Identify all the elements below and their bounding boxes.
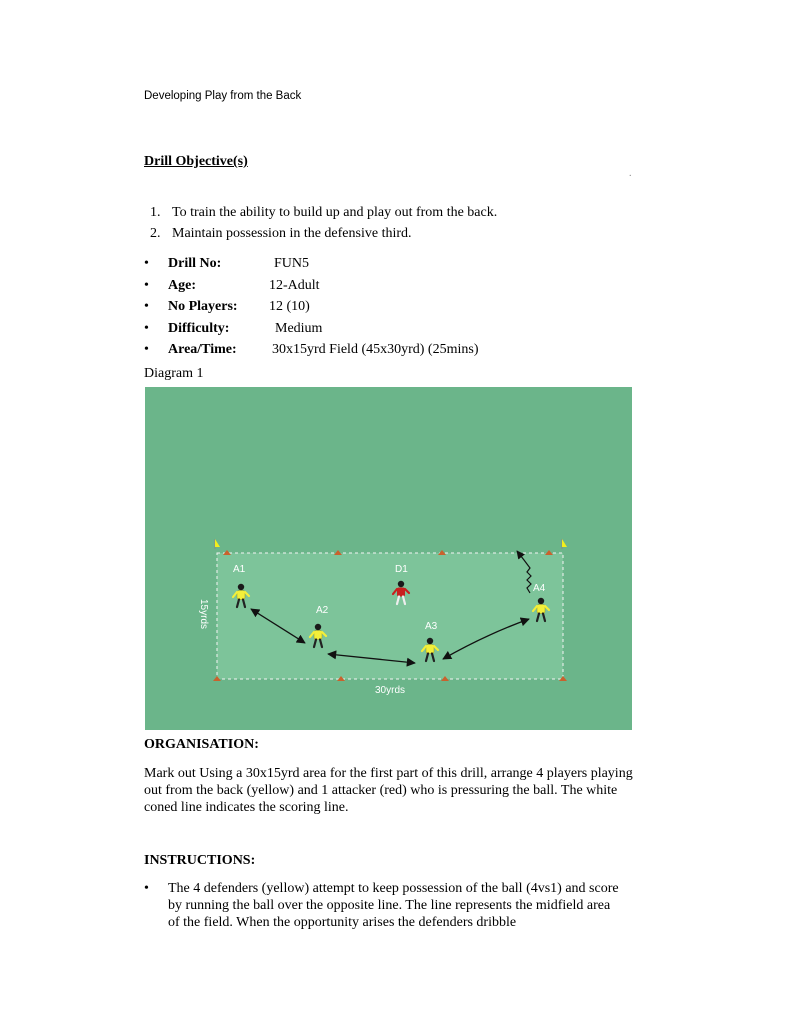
info-no-players: • No Players: 12 (10) [144,296,478,318]
diagram-label: Diagram 1 [144,366,204,381]
objective-item: 1. To train the ability to build up and play out from the back. [150,205,498,220]
bullet-icon: • [144,277,149,293]
bullet-icon: • [144,881,149,896]
objectives-list [150,202,497,244]
page-header: Developing Play from the Back [144,90,302,102]
player-label: A3 [425,621,438,632]
corner-mark: . [629,168,632,179]
width-label: 30yrds [375,685,406,696]
organisation-text: Mark out Using a 30x15yrd area for the first part of this drill, arrange 4 players playing out from the back (yellow) and 1 attacker (red) who is pressuring the ball. The white coned line indicates the scoring line. [144,766,633,815]
bullet-icon: • [144,320,149,336]
bullet-icon: • [144,299,149,314]
bullet-icon: • [144,256,149,271]
player-label: A1 [233,564,246,575]
height-label: 15yrds [198,599,209,630]
objective-item: 2. Maintain possession in the defensive third. [150,226,412,241]
bullet-icon: • [144,342,149,357]
info-area-time: • Area/Time: 30x15yrd Field (45x30yrd) (25mins) [144,339,478,361]
info-age: • Age: 12-Adult [144,275,478,297]
objectives-title: Drill Objective(s) [144,154,248,169]
info-drill-no: • Drill No: FUN5 [144,253,478,275]
player-label: D1 [395,564,408,575]
instructions-title: INSTRUCTIONS: [144,853,256,868]
instruction-item: • The 4 defenders (yellow) attempt to keep possession of the ball (4vs1) and score by running the ball over the opposite line. The line represents the midfield area of the field. When the opportunity arises the defenders dribble [144,881,619,930]
info-difficulty: • Difficulty: Medium [144,318,478,340]
instructions-list [144,880,624,931]
drill-diagram [145,387,632,730]
player-label: A4 [533,583,546,594]
player-label: A2 [316,605,329,616]
organisation-title: ORGANISATION: [144,737,259,752]
drill-info-list [144,253,478,361]
